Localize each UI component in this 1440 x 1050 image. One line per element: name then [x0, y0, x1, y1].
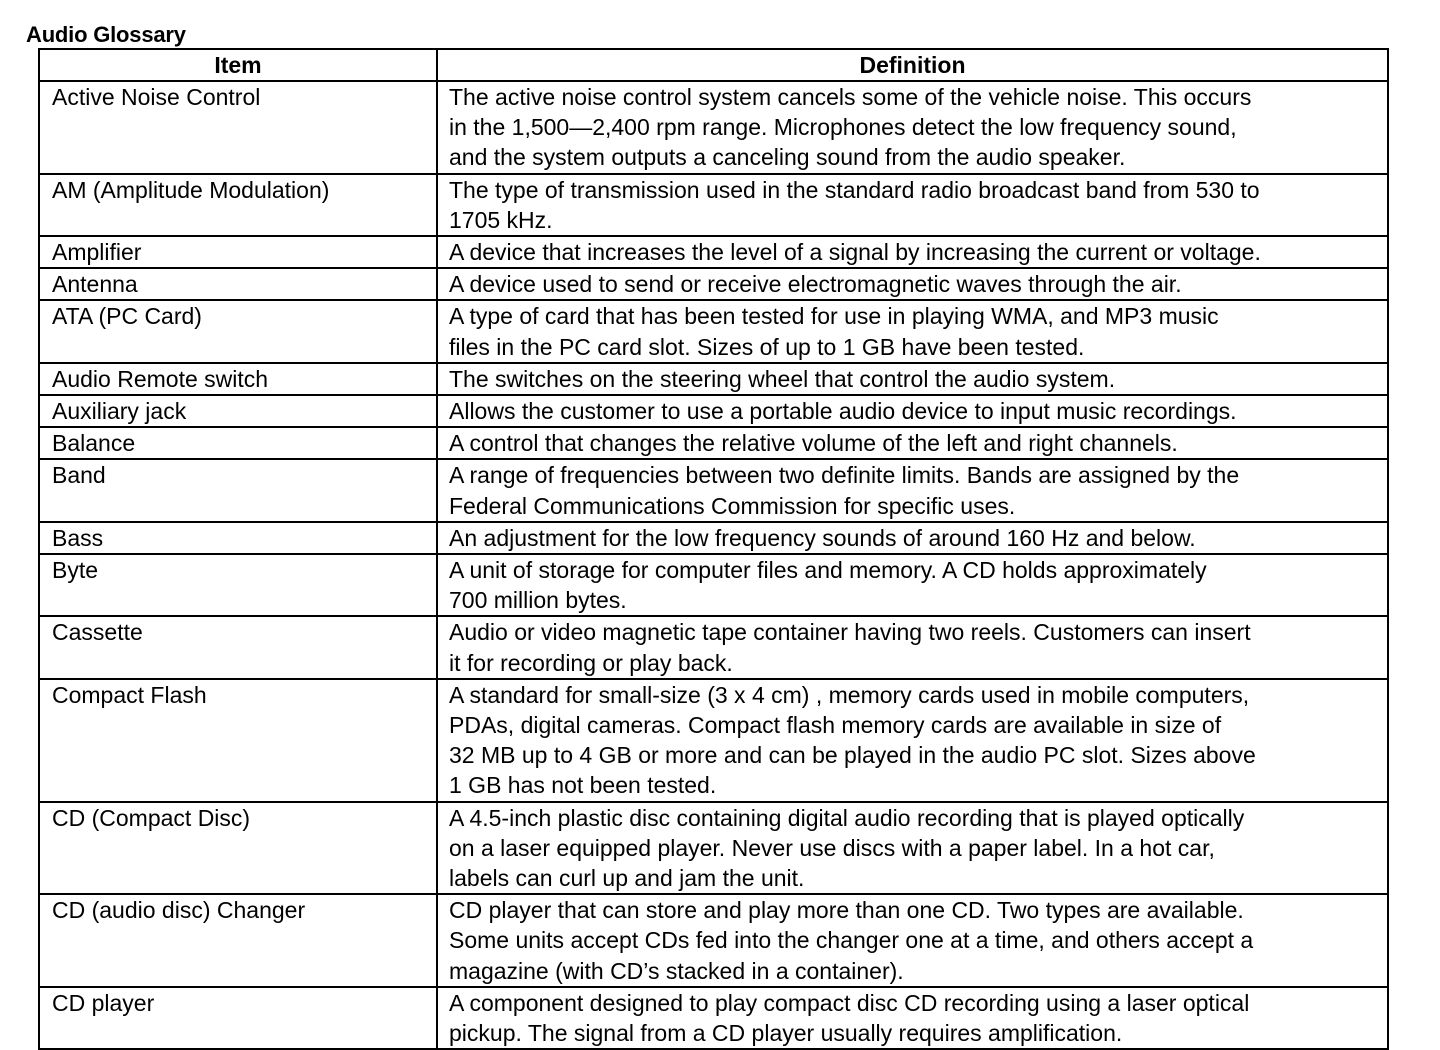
definition-cell: A standard for small-size (3 x 4 cm) , memory cards used in mobile computers, PDAs, digital cameras. Compact flash memory cards are available in size of 32 MB up to 4 GB or more and can be played in the audio PC slot. Sizes above 1 GB has not been tested.: [437, 679, 1388, 802]
definition-cell: A control that changes the relative volume of the left and right channels.: [437, 427, 1388, 459]
definition-cell: A device that increases the level of a signal by increasing the current or voltage.: [437, 236, 1388, 268]
table-row: [39, 427, 1388, 459]
term-cell: AM (Amplitude Modulation): [39, 174, 437, 236]
definition-cell: A 4.5-inch plastic disc containing digital audio recording that is played optically on a laser equipped player. Never use discs with a paper label. In a hot car, labels can curl up and jam the unit.: [437, 802, 1388, 895]
definition-cell: CD player that can store and play more than one CD. Two types are available. Some units accept CDs fed into the changer one at a time, and others accept a magazine (with CD’s stacked in a container).: [437, 894, 1388, 987]
definition-cell: Audio or video magnetic tape container having two reels. Customers can insert it for recording or play back.: [437, 616, 1388, 678]
item-column-header: Item: [39, 49, 437, 81]
term-cell: ATA (PC Card): [39, 300, 437, 362]
definition-cell: A range of frequencies between two definite limits. Bands are assigned by the Federal Communications Commission for specific uses.: [437, 459, 1388, 521]
term-cell: CD player: [39, 987, 437, 1049]
term-cell: Active Noise Control: [39, 81, 437, 174]
definition-column-header: Definition: [437, 49, 1388, 81]
definition-cell: A device used to send or receive electromagnetic waves through the air.: [437, 268, 1388, 300]
term-cell: CD (Compact Disc): [39, 802, 437, 895]
term-cell: Auxiliary jack: [39, 395, 437, 427]
term-cell: Cassette: [39, 616, 437, 678]
table-row: [39, 894, 1388, 987]
term-cell: Byte: [39, 554, 437, 616]
table-row: [39, 522, 1388, 554]
table-row: [39, 459, 1388, 521]
definition-cell: The active noise control system cancels some of the vehicle noise. This occurs in the 1,500—2,400 rpm range. Microphones detect the low frequency sound, and the system outputs a canceling sound from the audio speaker.: [437, 81, 1388, 174]
table-row: [39, 679, 1388, 802]
definition-cell: The switches on the steering wheel that control the audio system.: [437, 363, 1388, 395]
term-cell: Bass: [39, 522, 437, 554]
definition-cell: The type of transmission used in the standard radio broadcast band from 530 to 1705 kHz.: [437, 174, 1388, 236]
glossary-table: [38, 48, 1389, 1050]
table-row: [39, 987, 1388, 1049]
table-row: [39, 174, 1388, 236]
table-row: [39, 554, 1388, 616]
table-row: [39, 616, 1388, 678]
table-row: [39, 395, 1388, 427]
term-cell: CD (audio disc) Changer: [39, 894, 437, 987]
header-row: [39, 49, 1388, 81]
table-row: [39, 268, 1388, 300]
definition-cell: A type of card that has been tested for use in playing WMA, and MP3 music files in the PC card slot. Sizes of up to 1 GB have been tested.: [437, 300, 1388, 362]
table-row: [39, 81, 1388, 174]
term-cell: Antenna: [39, 268, 437, 300]
definition-cell: Allows the customer to use a portable audio device to input music recordings.: [437, 395, 1388, 427]
definition-cell: An adjustment for the low frequency sounds of around 160 Hz and below.: [437, 522, 1388, 554]
table-row: [39, 300, 1388, 362]
definition-cell: A unit of storage for computer files and memory. A CD holds approximately 700 million bytes.: [437, 554, 1388, 616]
term-cell: Balance: [39, 427, 437, 459]
definition-cell: A component designed to play compact disc CD recording using a laser optical pickup. The signal from a CD player usually requires amplification.: [437, 987, 1388, 1049]
term-cell: Band: [39, 459, 437, 521]
table-row: [39, 802, 1388, 895]
table-row: [39, 236, 1388, 268]
glossary-title: Audio Glossary: [26, 22, 186, 47]
term-cell: Compact Flash: [39, 679, 437, 802]
term-cell: Audio Remote switch: [39, 363, 437, 395]
term-cell: Amplifier: [39, 236, 437, 268]
table-row: [39, 363, 1388, 395]
